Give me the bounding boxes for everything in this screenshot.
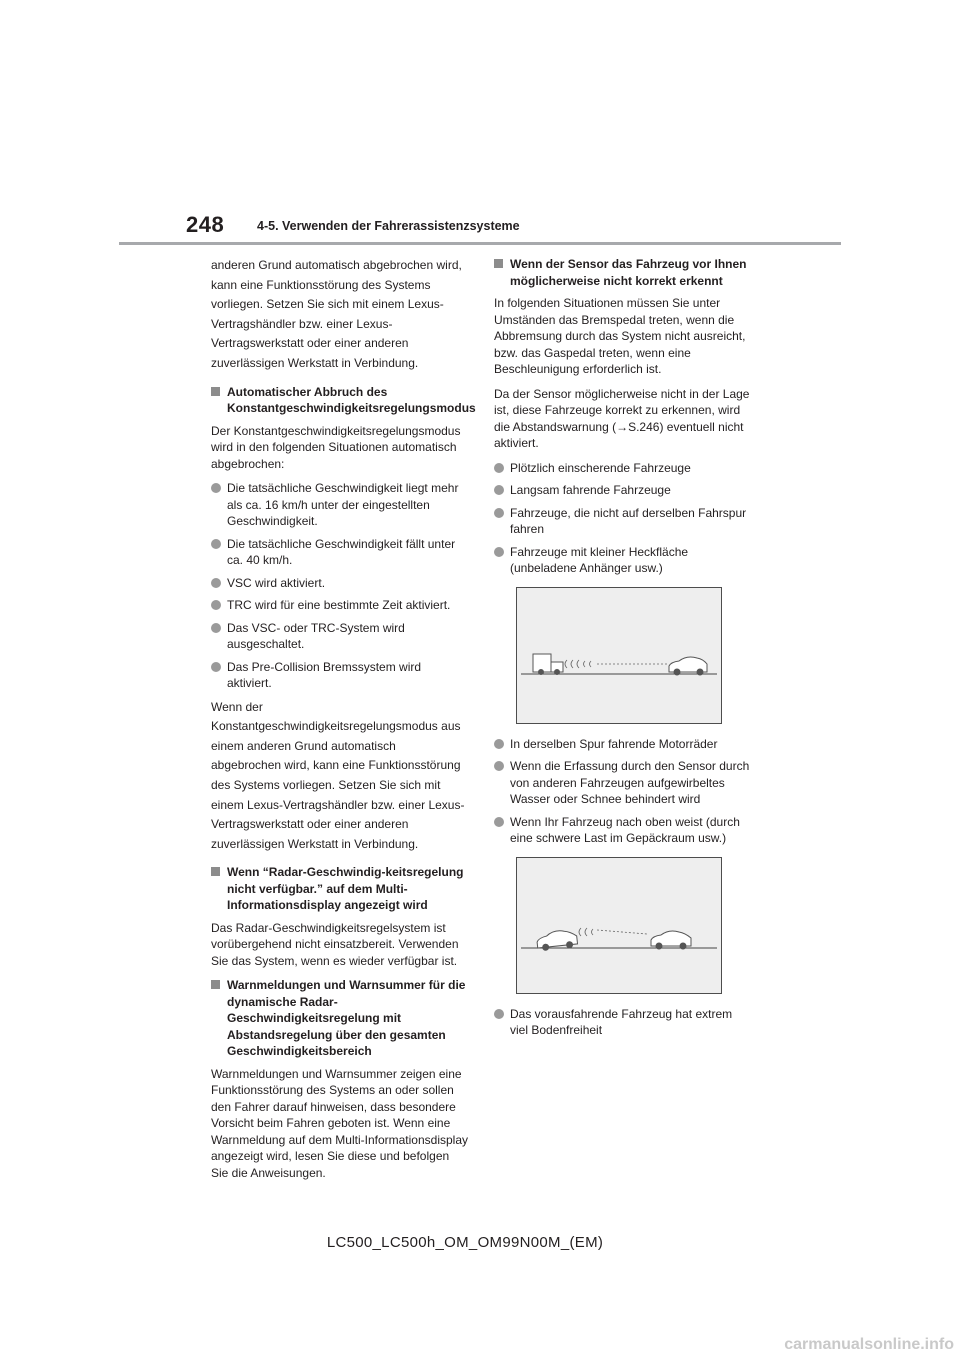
paragraph: Das Radar-Geschwindigkeitsregelsystem ist vorübergehend nicht einsatzbereit. Verwenden Sie das System, wenn es wieder verfügbar ist. [211, 920, 459, 968]
intro-paragraph: anderen Grund automatisch abgebrochen wird, kann eine Funktionsstörung des Systems vorliegen. Setzen Sie sich mit einem Lexus-Vertragshändler bzw. einer Lexus-Vertragswerkstatt oder einer anderen zuverlässigen Werkstatt in Verbindung. [211, 258, 462, 370]
page-footer [0, 1234, 960, 1251]
illustration-tilted-car [516, 857, 722, 994]
list-item: Fahrzeuge mit kleiner Heckfläche (unbeladene Anhänger usw.) [494, 544, 752, 577]
paragraph: Der Konstantgeschwindigkeitsregelungsmodus wird in den folgenden Situationen automatisch abgebrochen: [211, 423, 461, 471]
square-bullet-icon [494, 259, 503, 268]
circle-bullet-icon [211, 539, 221, 549]
list-item: Plötzlich einscherende Fahrzeuge [494, 460, 752, 477]
sensor-beam-icon [579, 928, 647, 936]
header-divider [119, 242, 841, 245]
list-item: Das vorausfahrende Fahrzeug hat extrem viel Bodenfreiheit [494, 1006, 752, 1039]
left-column [211, 256, 476, 1189]
trailer-car-illustration [517, 588, 721, 723]
section-title: 4-5. Verwenden der Fahrerassistenzsysteme [257, 219, 520, 233]
circle-bullet-icon [494, 508, 504, 518]
page-header [0, 0, 960, 250]
page-number: 248 [186, 212, 225, 237]
list-item: VSC wird aktiviert. [211, 575, 469, 592]
heading-warnings: Warnmeldungen und Warnsummer für die dynamische Radar-Geschwindigkeitsregelung mit Abstandsregelung über den gesamten Geschwindigkeitsbereich [211, 977, 469, 1060]
paragraph: In folgenden Situationen müssen Sie unter Umständen das Bremspedal treten, wenn die Abbremsung durch das System nicht ausreicht, bzw. das Gaspedal treten, wenn eine Beschleunigung erforderlich ist. [494, 296, 746, 376]
heading-not-available: Wenn “Radar-Geschwindig-keitsregelung nicht verfügbar.” auf dem Multi-Informationsdisplay angezeigt wird [211, 864, 469, 914]
list-item: Die tatsächliche Geschwindigkeit liegt mehr als ca. 16 km/h unter der eingestellten Geschwindigkeit. [211, 480, 469, 530]
list-item: Das Pre-Collision Bremssystem wird aktiviert. [211, 659, 469, 692]
truck-icon [533, 654, 563, 675]
circle-bullet-icon [211, 600, 221, 610]
right-column [494, 256, 752, 1045]
circle-bullet-icon [494, 485, 504, 495]
heading-auto-cancel: Automatischer Abbruch des Konstantgeschwindigkeitsregelungsmodus [211, 384, 469, 417]
circle-bullet-icon [494, 761, 504, 771]
list-item: In derselben Spur fahrende Motorräder [494, 736, 752, 753]
list-item: Fahrzeuge, die nicht auf derselben Fahrspur fahren [494, 505, 752, 538]
car-icon [651, 931, 691, 949]
square-bullet-icon [211, 867, 220, 876]
heading-sensor-detection: Wenn der Sensor das Fahrzeug vor Ihnen möglicherweise nicht korrekt erkennt [494, 256, 752, 289]
list-item: Langsam fahrende Fahrzeuge [494, 482, 752, 499]
circle-bullet-icon [494, 547, 504, 557]
circle-bullet-icon [211, 662, 221, 672]
circle-bullet-icon [494, 1009, 504, 1019]
circle-bullet-icon [211, 483, 221, 493]
model-code: LC500_LC500h_OM_OM99N00M_(EM) [326, 1234, 604, 1251]
paragraph: Wenn der Konstantgeschwindigkeitsregelungsmodus aus einem anderen Grund automatisch abgebrochen wird, kann eine Funktionsstörung des Systems vorliegen. Setzen Sie sich mit einem Lexus-Vertragshändler bzw. einer Lexus-Vertragswerkstatt oder einer anderen zuverlässigen Werkstatt in Verbindung. [211, 699, 465, 851]
circle-bullet-icon [211, 578, 221, 588]
paragraph: Da der Sensor möglicherweise nicht in der Lage ist, diese Fahrzeuge korrekt zu erkennen, wird die Abstandswarnung (→S.246) eventuell nicht aktiviert. [494, 386, 750, 450]
square-bullet-icon [211, 387, 220, 396]
watermark: carmanualsonline.info [784, 1336, 954, 1353]
list-item: Die tatsächliche Geschwindigkeit fällt unter ca. 40 km/h. [211, 536, 469, 569]
illustration-trailer-and-car [516, 587, 722, 724]
list-item: Wenn Ihr Fahrzeug nach oben weist (durch eine schwere Last im Gepäckraum usw.) [494, 814, 752, 847]
list-item: Wenn die Erfassung durch den Sensor durch von anderen Fahrzeugen aufgewirbeltes Wasser oder Schnee behindert wird [494, 758, 752, 808]
sensor-wave-icon [565, 660, 667, 668]
list-item: Das VSC- oder TRC-System wird ausgeschaltet. [211, 620, 469, 653]
circle-bullet-icon [211, 623, 221, 633]
car-icon [669, 657, 707, 675]
paragraph: Warnmeldungen und Warnsummer zeigen eine Funktionsstörung des Systems an oder sollen den Fahrer darauf hinweisen, dass besondere Vorsicht beim Fahren geboten ist. Wenn eine Warnmeldung auf dem Multi-Informationsdisplay angezeigt wird, lesen Sie diese und befolgen Sie die Anweisungen. [211, 1066, 468, 1180]
circle-bullet-icon [494, 739, 504, 749]
list-item: TRC wird für eine bestimmte Zeit aktiviert. [211, 597, 469, 614]
circle-bullet-icon [494, 817, 504, 827]
square-bullet-icon [211, 980, 220, 989]
tilted-car-illustration [517, 858, 721, 993]
circle-bullet-icon [494, 463, 504, 473]
